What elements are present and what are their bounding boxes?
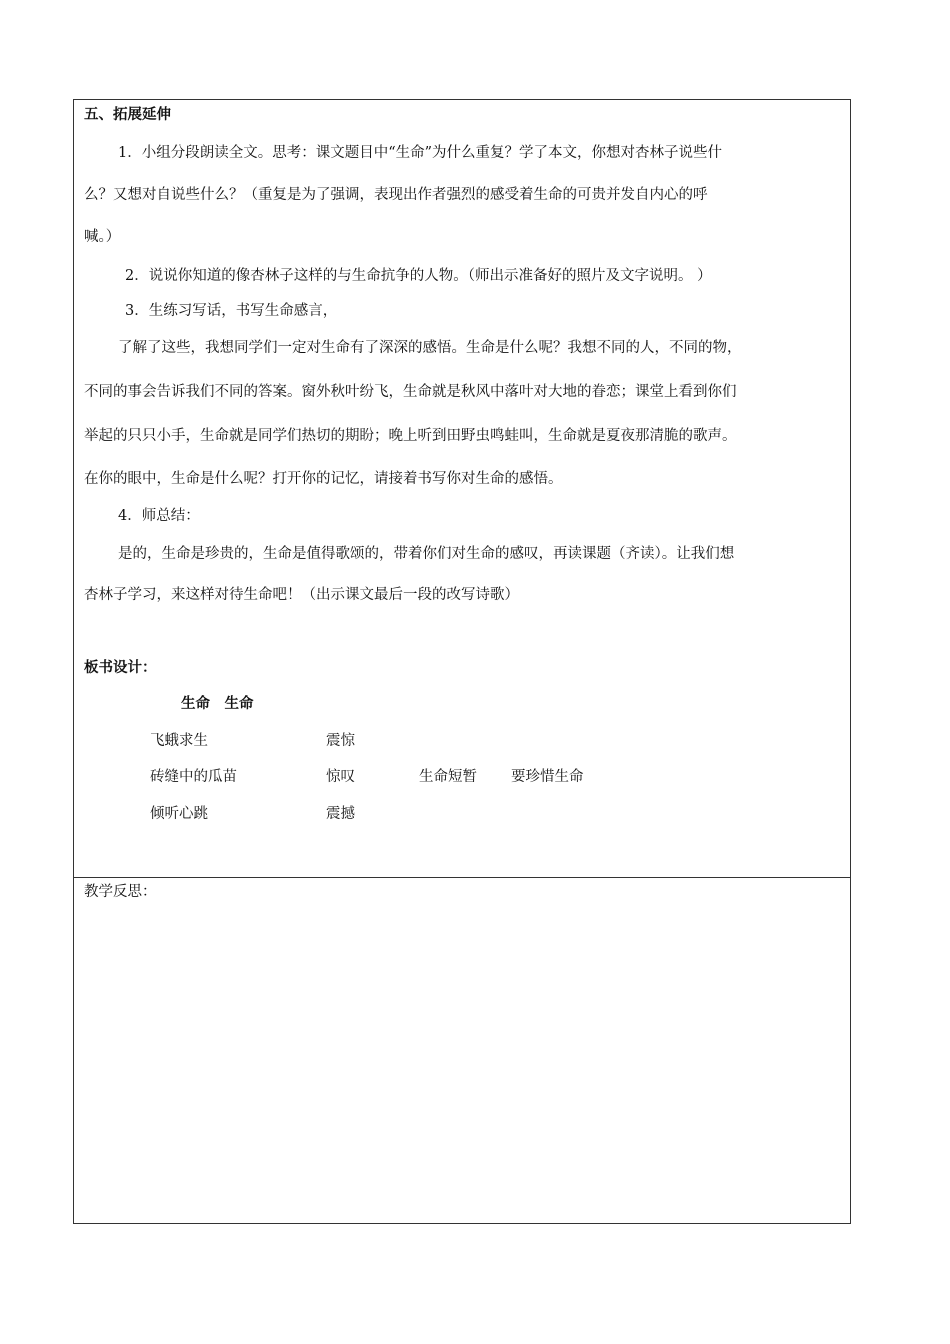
reflection-label: 教学反思： — [84, 884, 157, 900]
paragraph-line: 4．师总结： — [118, 508, 200, 524]
paragraph-line: 3．生练习写话，书写生命感言， — [125, 303, 338, 319]
paragraph-line: 举起的只只小手，生命就是同学们热切的期盼；晚上听到田野虫鸣蛙叫，生命就是夏夜那清脆的歌声。 — [84, 428, 737, 444]
board-item: 砖缝中的瓜苗 — [150, 769, 237, 785]
paragraph-line: 在你的眼中，生命是什么呢？打开你的记忆，请接着书写你对生命的感悟。 — [84, 471, 563, 487]
board-heading: 板书设计： — [84, 659, 157, 676]
paragraph-line: 杏林子学习，来这样对待生命吧！（出示课文最后一段的改写诗歌） — [84, 587, 519, 603]
paragraph-line: 是的，生命是珍贵的，生命是值得歌颂的，带着你们对生命的感叹，再读课题（齐读）。让我们想 — [118, 546, 735, 562]
extension-cell — [74, 100, 850, 878]
board-item: 要珍惜生命 — [511, 769, 584, 785]
board-title: 生命 生命 — [181, 695, 254, 712]
paragraph-line: 2．说说你知道的像杏林子这样的与生命抗争的人物。（师出示准备好的照片及文字说明。 ） — [125, 268, 712, 284]
reflection-cell — [74, 878, 850, 1225]
paragraph-line: 1．小组分段朗读全文。思考：课文题目中“生命”为什么重复？学了本文，你想对杏林子说些什 — [118, 145, 723, 161]
board-item: 惊叹 — [326, 769, 355, 785]
board-item: 倾听心跳 — [150, 806, 208, 822]
board-item: 飞蛾求生 — [150, 733, 208, 749]
paragraph-line: 喊。） — [84, 229, 121, 245]
paragraph-line: 么？又想对自说些什么？（重复是为了强调，表现出作者强烈的感受着生命的可贵并发自内心的呼 — [84, 187, 708, 203]
paragraph-line: 了解了这些，我想同学们一定对生命有了深深的感悟。生命是什么呢？我想不同的人，不同的物， — [118, 340, 742, 356]
board-item: 震惊 — [326, 733, 355, 749]
board-item: 生命短暂 — [419, 769, 477, 785]
paragraph-line: 不同的事会告诉我们不同的答案。窗外秋叶纷飞，生命就是秋风中落叶对大地的眷恋；课堂上看到你们 — [84, 384, 737, 400]
board-item: 震撼 — [326, 806, 355, 822]
section-heading: 五、拓展延伸 — [84, 106, 171, 123]
lesson-plan-table — [73, 99, 851, 1224]
